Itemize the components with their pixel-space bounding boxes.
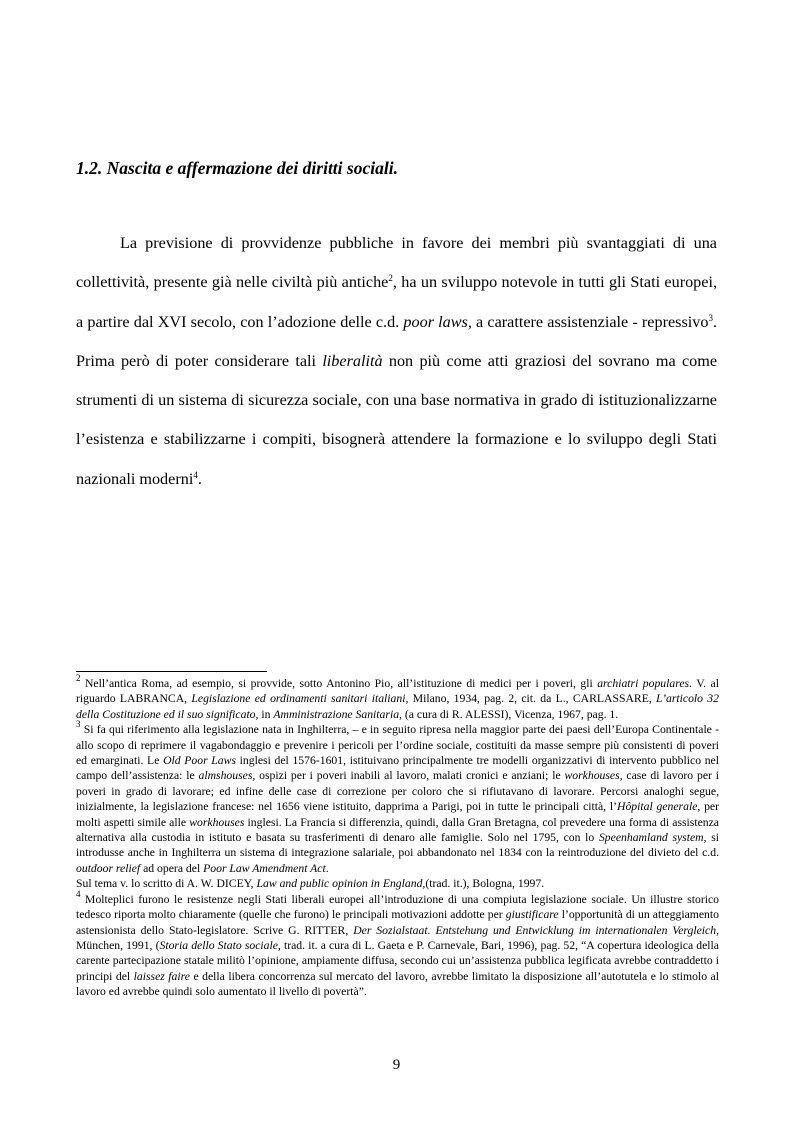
footnote-3-continuation: Sul tema v. lo scritto di A. W. DICEY, Law and public opinion in England,(trad. it.), Bologna, 1997. [76, 877, 545, 891]
body-paragraph: La previsione di provvidenze pubbliche in favore dei membri più svantaggiati di una collettività, presente già nelle civiltà più antiche$^2$, ha un sviluppo notevole in tutti gli Stati europei, a partire dal XVI secolo, con l’adozione delle c.d. poor laws, a carattere assistenziale - repressivo$^3$. Prima però di poter considerare tali liberalità non più come atti graziosi del sovrano ma come strumenti di un sistema di sicurezza sociale, con una base normativa in grado di istituzionalizzarne l’esistenza e stabilizzarne i compiti, bisognerà attendere la formazione e lo sviluppo degli Stati nazionali moderni$^4$. [76, 234, 718, 488]
footnotes [76, 673, 720, 1000]
footnote-ref-2[interactable]: 2 [388, 273, 393, 284]
footnote-4: $^4$ Molteplici furono le resistenze negli Stati liberali europei all’introduzione di una compiuta legislazione sociale. Un illustre storico tedesco riporta molto chiaramente (quelle che furono) le principali motivazioni addotte per giustificare l’opportunità di un atteggiamento astensionista dello Stato-legislatore. Scrive G. RITTER, Der Sozialstaat. Entstehung und Entwicklung im internationalen Vergleich, München, 1991, (Storia dello Stato sociale, trad. it. a cura di L. Gaeta e P. Carnevale, Bari, 1996), pag. 52, “A copertura ideologica della carente partecipazione statale militò l’opinione, ampiamente diffusa, secondo cui un’assistenza pubblica legificata avrebbe contraddetto i principi del laissez faire e della libera concorrenza sul mercato del lavoro, avrebbe limitato la disposizione all’autotutela e lo stimolo al lavoro ed avrebbe quindi solo aumentato il livello di povertà”. [76, 888, 719, 999]
footnote-ref-3[interactable]: 3 [708, 312, 713, 323]
footnote-ref-4[interactable]: 4 [193, 469, 198, 480]
footnote-separator [76, 671, 267, 672]
footnote-2: $^2$ Nell’antica Roma, ad esempio, si provvide, sotto Antonino Pio, all’istituzione di medici per i poveri, gli archiatri populares. V. al riguardo LABRANCA, Legislazione ed ordinamenti sanitari italiani, Milano, 1934, pag. 2, cit. da L., CARLASSARE, L’articolo 32 della Costituzione ed il suo significato, in Amministrazione Sanitaria, (a cura di R. ALESSI), Vicenza, 1967, pag. 1. [76, 673, 719, 721]
footnote-3: $^3$ Si fa qui riferimento alla legislazione nata in Inghilterra, – e in seguito ripresa nella maggior parte dei paesi dell’Europa Continentale - allo scopo di reprimere il vagabondaggio e prevenire i pericoli per l’ordine sociale, costituiti da masse sempre più consistenti di poveri ed emarginati. Le Old Poor Laws inglesi del 1576-1601, istituivano principalmente tre modelli organizzativi di intervento pubblico nel campo dell’assistenza: le almshouses, ospizi per i poveri inabili al lavoro, malati cronici e anziani; le workhouses, case di lavoro per i poveri in grado di lavorare; ed infine delle case di correzione per coloro che si rifiutavano di lavorare. Percorsi analoghi segue, inizialmente, la legislazione francese: nel 1656 viene istituito, dapprima a Parigi, poi in tutte le principali città, l’Hôpital generale, per molti aspetti simile alle workhouses inglesi. La Francia si differenzia, quindi, dalla Gran Bretagna, col prevedere una forma di assistenza alternativa alla custodia in istituto e basata su trasferimenti di denaro alle famiglie. Solo nel 1795, con lo Speenhamland system, si introdusse anche in Inghilterra un sistema di integrazione salariale, poi abbandonato nel 1834 con la reintroduzione del divieto del c.d. outdoor relief ad opera del Poor Law Amendment Act. [76, 719, 720, 875]
section-heading: 1.2. Nascita e affermazione dei diritti sociali. [76, 158, 398, 178]
page-number: 9 [392, 1057, 401, 1073]
